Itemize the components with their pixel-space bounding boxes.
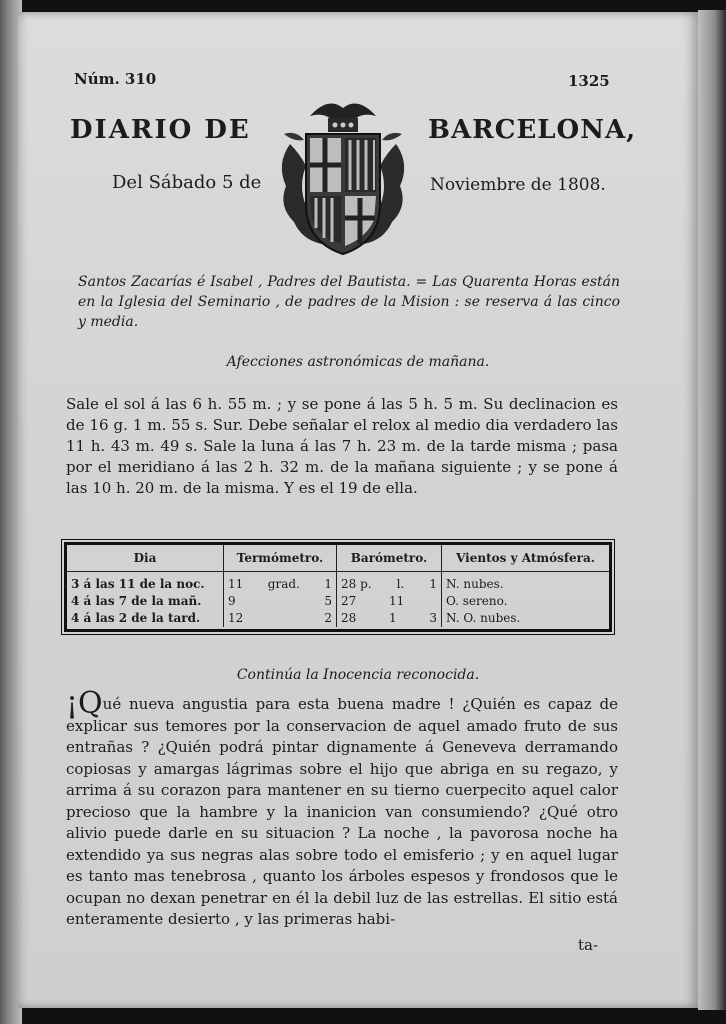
term-degrees: 9 [228,594,236,608]
baro-lines: 11 [389,594,405,608]
masthead-title-left: DIARIO DE [70,115,251,145]
date-right: Noviembre de 1808. [430,175,606,195]
wind-cell: N. nubes. [446,577,504,591]
masthead-title-right: BARCELONA, [428,115,637,145]
barometer-cell [337,572,442,594]
term-fraction: 2 [324,611,332,625]
baro-fraction: 3 [429,611,437,625]
term-fraction: 1 [324,577,332,591]
newspaper-page [18,12,698,1008]
weather-table [64,542,612,632]
barometer-cell [337,610,442,627]
story-text: ué nueva angustia para esta buena madre ! ¿Quién es capaz de explicar sus temores por la conservacion de aquel amado fruto de sus entrañas ? ¿Quién podrá pintar dignamente á Geneveva derramando copiosas y amargas lágrimas sobre el hijo que abriga en su regazo, y arrima á su corazon para mantener en su tierno cuerpecito aquel calor precioso que la hambre y la inanicion van consumiendo? ¿Qué otro alivio puede darle en su situacion ? La noche , la pavorosa noche ha extendido ya sus negras alas sobre todo el emisferio ; y en aquel lugar es tanto mas tenebrosa , quanto los árboles espesos y frondosos que le ocupan no dexan penetrar en él la debil luz de las estrellas. El sitio está enteramente desierto , y las primeras habi- [66,695,618,928]
right-page-edge [698,10,726,1010]
wind-cell: N. O. nubes. [446,611,521,625]
catchword: ta- [578,936,599,954]
col-header-day: Dia [67,545,224,572]
col-header-thermometer: Termómetro. [224,545,337,572]
drop-cap: ¡Q [66,686,103,721]
baro-inches: 27 [341,594,357,608]
page-number: 1325 [568,72,610,90]
weather-table-header [67,545,609,572]
term-fraction: 5 [324,594,332,608]
issue-number: Núm. 310 [74,70,157,88]
astronomy-heading: Afecciones astronómicas de mañana. [226,354,490,370]
barcelona-crest-icon [270,94,416,262]
day-cell: 3 á las 11 de la noc. [67,572,224,594]
story-paragraph [66,686,618,931]
baro-fraction: 1 [429,577,437,591]
baro-inches: 28 p. [341,577,372,591]
date-left: Del Sábado 5 de [112,172,262,193]
col-header-wind: Vientos y Atmósfera. [442,545,610,572]
thermometer-cell [224,610,337,627]
table-row [67,593,609,610]
story-heading: Continúa la Inocencia reconocida. [236,667,480,683]
barometer-cell [337,593,442,610]
term-degrees: 12 [228,611,244,625]
thermometer-cell [224,572,337,594]
baro-inches: 28 [341,611,357,625]
term-unit: grad. [267,577,300,591]
baro-lines: l. [396,577,405,591]
baro-lines: 1 [389,611,397,625]
table-row [67,610,609,627]
day-cell: 4 á las 2 de la tard. [67,610,224,627]
day-cell: 4 á las 7 de la mañ. [67,593,224,610]
col-header-barometer: Barómetro. [337,545,442,572]
wind-cell: O. sereno. [446,594,508,608]
astronomy-paragraph: Sale el sol á las 6 h. 55 m. ; y se pone á las 5 h. 5 m. Su declinacion es de 16 g. 1 m. 55 s. Sur. Debe señalar el relox al medio dia verdadero las 11 h. 43 m. 49 s. Sale la luna á las 7 h. 23 m. de la tarde misma ; pasa por el meridiano á las 2 h. 32 m. de la mañana siguiente ; y se pone á las 10 h. 20 m. de la misma. Y es el 19 de ella. [66,395,618,497]
table-row [67,572,609,594]
term-degrees: 11 [228,577,244,591]
saints-of-the-day: Santos Zacarías é Isabel , Padres del Bautista. = Las Quarenta Horas están en la Iglesia del Seminario , de padres de la Mision : se reserva á las cinco y media. [78,274,620,330]
thermometer-cell [224,593,337,610]
